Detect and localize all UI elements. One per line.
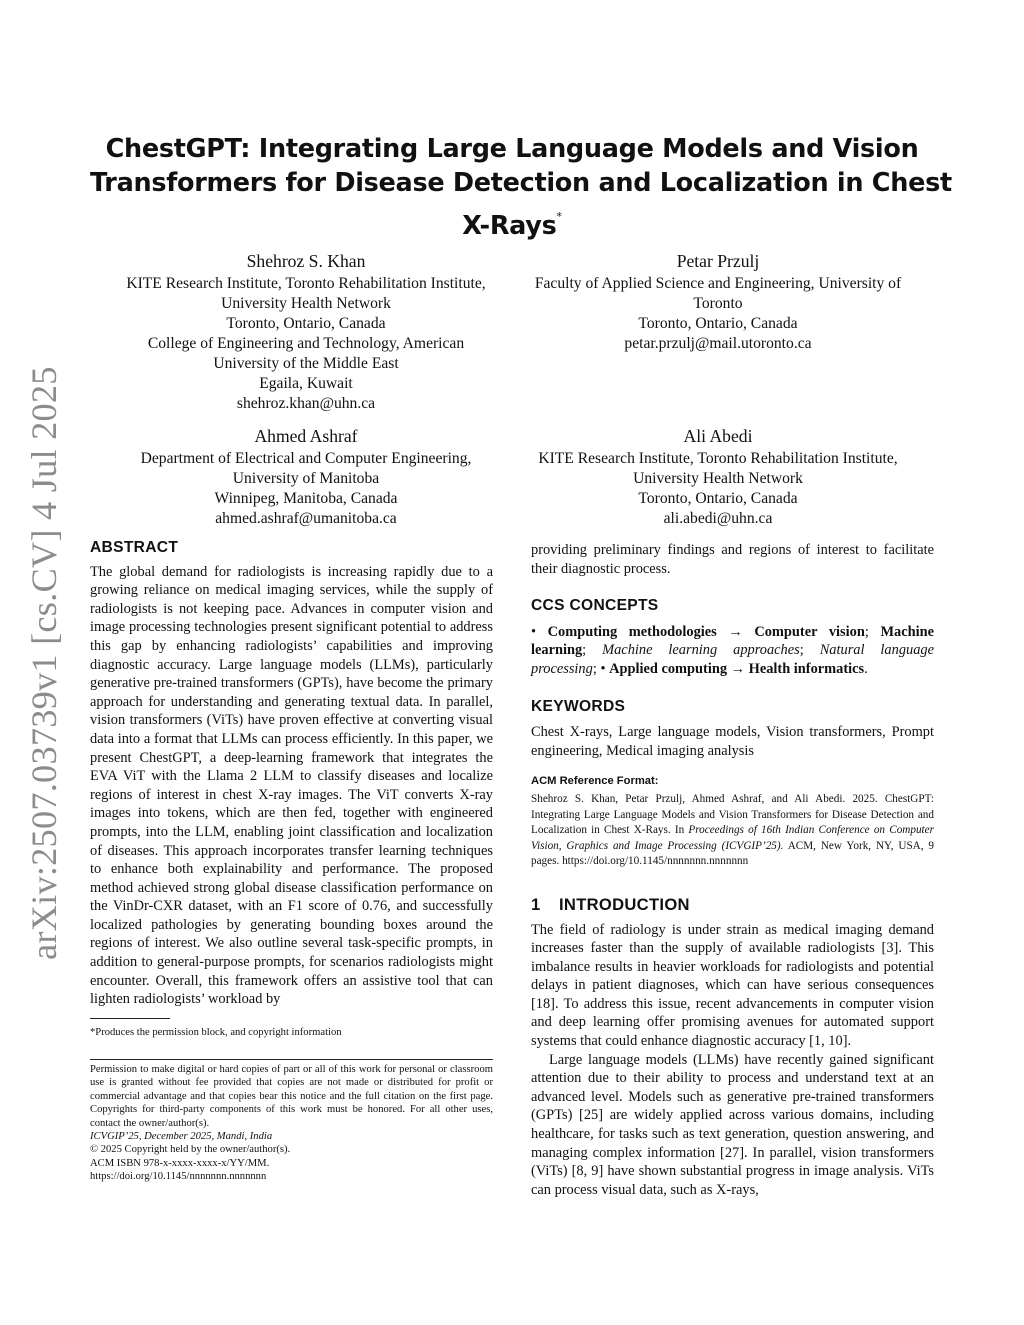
affiliation-line: Toronto, Ontario, Canada [226,315,386,332]
ccs-term: Machine learning approaches [602,642,800,659]
affiliation-line: Toronto [693,295,743,312]
venue-line [90,1130,493,1143]
ccs-separator: ; [582,642,603,659]
section-title: INTRODUCTION [559,894,690,914]
affiliation-line: KITE Research Institute, Toronto Rehabilitation Institute, [538,450,898,467]
abstract-continuation: providing preliminary findings and regions of interest to facilitate their diagnostic process. [531,542,934,577]
keywords-text: Chest X-rays, Large language models, Vision transformers, Prompt engineering, Medical imaging analysis [531,724,934,759]
intro-paragraph-2: Large language models (LLMs) have recently gained significant attention due to their ability to process and understand text at an advanced level. Models such as generative pre-trained transformers (GPTs) [25] are widely applied across various domains, including healthcare, for tasks such as text generation, question answering, and managing complex information [27]. In parallel, vision transformers (ViTs) [8, 9] have shown substantial progress in image analysis. ViTs can process visual data, such as X-rays, [531,1051,934,1198]
permission-text: Permission to make digital or hard copies of part or all of this work for personal or classroom use is granted without fee provided that copies are not made or distributed for profit or commercial advantage and that copies bear this notice and the full citation on the first page. Copyrights for third-party components of this work must be honored. For all other uses, contact the owner/author(s). [90,1064,493,1129]
arxiv-identifier[interactable]: arXiv:2507.03739v1 [cs.CV] 4 Jul 2025 [24,366,64,960]
ccs-bullet: • [600,660,610,677]
ccs-period: . [864,660,868,677]
ccs-term: Health informatics [748,660,865,677]
author-name: Ali Abedi [683,426,753,446]
ccs-separator: ; [864,623,881,640]
ccs-heading: CCS CONCEPTS [531,597,659,615]
author-email[interactable]: petar.przulj@mail.utoronto.ca [624,335,812,352]
right-column [531,541,934,1199]
affiliation-line: Toronto, Ontario, Canada [638,490,798,507]
affiliation-line: University of Manitoba [232,470,380,487]
title-line-2: Transformers for Disease Detection and Localization in Chest [90,168,952,198]
author-email[interactable]: shehroz.khan@uhn.ca [236,395,376,412]
acm-reference-text [531,792,934,870]
paper-title [90,132,952,243]
ccs-arrow: → [727,660,749,677]
venue: ICVGIP’25, December 2025, Mandi, India [90,1131,273,1143]
keywords-heading: KEYWORDS [531,697,626,715]
affiliation-line: College of Engineering and Technology, American [147,335,465,352]
author-name: Shehroz S. Khan [246,251,366,271]
ccs-separator: ; [592,660,601,677]
affiliation-line: Faculty of Applied Science and Engineering, University of [534,275,902,292]
author-email[interactable]: ahmed.ashraf@umanitoba.ca [215,510,397,527]
left-column [90,539,493,1009]
footnote-rule [90,1018,170,1019]
section-number: 1 [531,894,541,914]
author-block-przulj [512,250,924,354]
permission-rule [90,1059,493,1060]
ccs-separator: ; [799,642,820,659]
title-footnote-mark[interactable]: * [556,210,562,223]
copyright-line: © 2025 Copyright held by the owner/author(s). [90,1144,291,1156]
affiliation-line: KITE Research Institute, Toronto Rehabilitation Institute, [126,275,486,292]
author-email[interactable]: ali.abedi@uhn.ca [663,510,773,527]
abstract-heading: ABSTRACT [90,539,179,556]
ccs-bullet: • [531,623,548,640]
footnote: *Produces the permission block, and copyright information [90,1027,342,1038]
acm-reference-citation: Shehroz S. Khan, Petar Przulj, Ahmed Ashraf, and Ali Abedi. 2025. ChestGPT: Integrating Large Language Models and Vision Transformers for Disease Detection and Localization in Chest X-Rays. In [531,792,934,837]
ccs-term: Computer vision [754,623,865,640]
ccs-term: Computing methodologies [547,623,717,640]
title-line-1: ChestGPT: Integrating Large Language Models and Vision [105,134,919,164]
doi-link[interactable]: https://doi.org/10.1145/nnnnnnn.nnnnnnn [90,1171,267,1183]
affiliation-line: Department of Electrical and Computer Engineering, [140,450,472,467]
acm-reference-heading: ACM Reference Format: [531,775,659,788]
intro-paragraph-1: The field of radiology is under strain as medical imaging demand increases faster than the supply of available radiologists [3]. This imbalance results in heavier workloads for radiologists and potential delays in patient diagnoses, which can have serious consequences [18]. To address this issue, recent advancements in computer vision and deep learning offer promising avenues for automated support systems that could enhance diagnostic accuracy [1, 10]. [531,921,934,1050]
ccs-term: Applied computing [609,660,728,677]
author-block-khan [90,250,522,414]
author-block-ashraf [90,425,522,529]
intro-heading [531,896,934,915]
affiliation-line: Winnipeg, Manitoba, Canada [214,490,398,507]
affiliation-line: Toronto, Ontario, Canada [638,315,798,332]
affiliation-line: University Health Network [633,470,803,487]
author-name: Petar Przulj [676,251,760,271]
ccs-term: Natural language processing [531,642,934,677]
affiliation-line: University of the Middle East [213,355,399,372]
affiliation-line: University Health Network [221,295,391,312]
ccs-concepts [531,623,934,679]
abstract-body: The global demand for radiologists is increasing rapidly due to a growing reliance on medical imaging services, while the supply of radiologists is not keeping pace. Advances in computer vision and image processing technologies present significant potential to address this gap by enhancing radiologists’ capabilities and improving diagnostic accuracy. Large language models (LLMs), particularly generative pre-trained transformers (GPTs), have become the primary approach for understanding and generating textual data. In parallel, vision transformers (ViTs) have proven effective at converting visual data into a format that LLMs can process efficiently. In this paper, we present ChestGPT, a deep-learning framework that integrates the EVA ViT with the Llama 2 LLM to classify diseases and localize regions of interest in chest X-ray images. The ViT converts X-ray images into tokens, which are then fed, together with engineered prompts, into the LLM, enabling joint classification and localization of diseases. This approach incorporates transfer learning techniques to enhance both explainability and performance. The proposed method achieved strong global disease classification performance on the VinDr-CXR dataset, with an F1 score of 0.76, and successfully localized pathologies by generating bounding boxes around the regions of interest. We also outline several task-specific prompts, in addition to general-purpose prompts, for scenarios radiologists might encounter. Overall, this framework offers an assistive tool that can lighten radiologists’ workload by [90,563,493,1008]
affiliation-line: Egaila, Kuwait [259,375,353,392]
acm-reference-proceedings: Proceedings of 16th Indian Conference on Computer Vision, Graphics and Image Processing (ICVGIP’25). [531,824,934,852]
acm-reference [531,774,934,870]
permission-block [90,1063,493,1184]
title-line-3: X-Rays [462,211,557,241]
acm-reference-publisher[interactable]: ACM, New York, NY, USA, 9 pages. https://doi.org/10.1145/nnnnnnn.nnnnnnn [531,839,935,868]
ccs-term: Machine learning [531,623,934,659]
author-name: Ahmed Ashraf [254,426,358,446]
isbn-line: ACM ISBN 978-x-xxxx-xxxx-x/YY/MM. [90,1157,270,1169]
ccs-arrow: → [716,623,755,640]
author-block-abedi [512,425,924,529]
